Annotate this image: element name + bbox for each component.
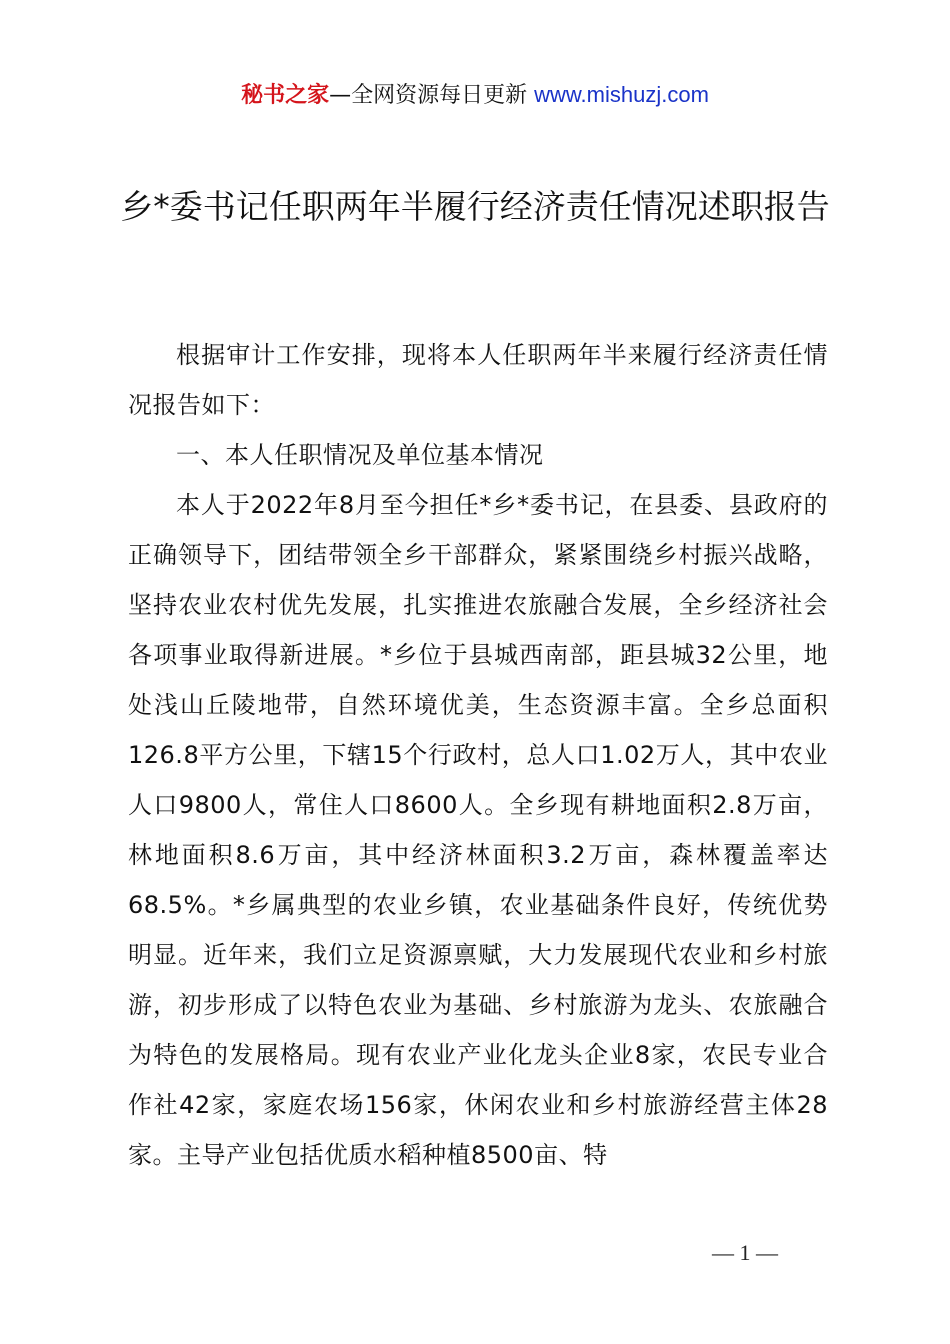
brand-name: 秘书之家 bbox=[241, 83, 330, 108]
page-number: — 1 — bbox=[712, 1240, 778, 1265]
section-heading: 一、本人任职情况及单位基本情况 bbox=[176, 441, 544, 469]
site-url-link[interactable]: www.mishuzj.com bbox=[534, 82, 709, 107]
site-header bbox=[0, 80, 950, 111]
document-body bbox=[128, 330, 828, 1180]
paragraph-details: 本人于2022年8月至今担任*乡*委书记，在县委、县政府的正确领导下，团结带领全乡干部群众，紧紧围绕乡村振兴战略，坚持农业农村优先发展，扎实推进农旅融合发展，全乡经济社会各项事业取得新进展。*乡位于县城西南部，距县城32公里，地处浅山丘陵地带，自然环境优美，生态资源丰富。全乡总面积126.8平方公里，下辖15个行政村，总人口1.02万人，其中农业人口9800人，常住人口8600人。全乡现有耕地面积2.8万亩，林地面积8.6万亩，其中经济林面积3.2万亩，森林覆盖率达68.5%。*乡属典型的农业乡镇，农业基础条件良好，传统优势明显。近年来，我们立足资源禀赋，大力发展现代农业和乡村旅游，初步形成了以特色农业为基础、乡村旅游为龙头、农旅融合为特色的发展格局。现有农业产业化龙头企业8家，农民专业合作社42家，家庭农场156家，休闲农业和乡村旅游经营主体28家。主导产业包括优质水稻种植8500亩、特 bbox=[128, 491, 828, 1169]
header-tagline: —全网资源每日更新 bbox=[329, 83, 535, 108]
document-title: 乡*委书记任职两年半履行经济责任情况述职报告 bbox=[120, 187, 830, 226]
paragraph-intro: 根据审计工作安排，现将本人任职两年半来履行经济责任情况报告如下： bbox=[128, 341, 828, 419]
